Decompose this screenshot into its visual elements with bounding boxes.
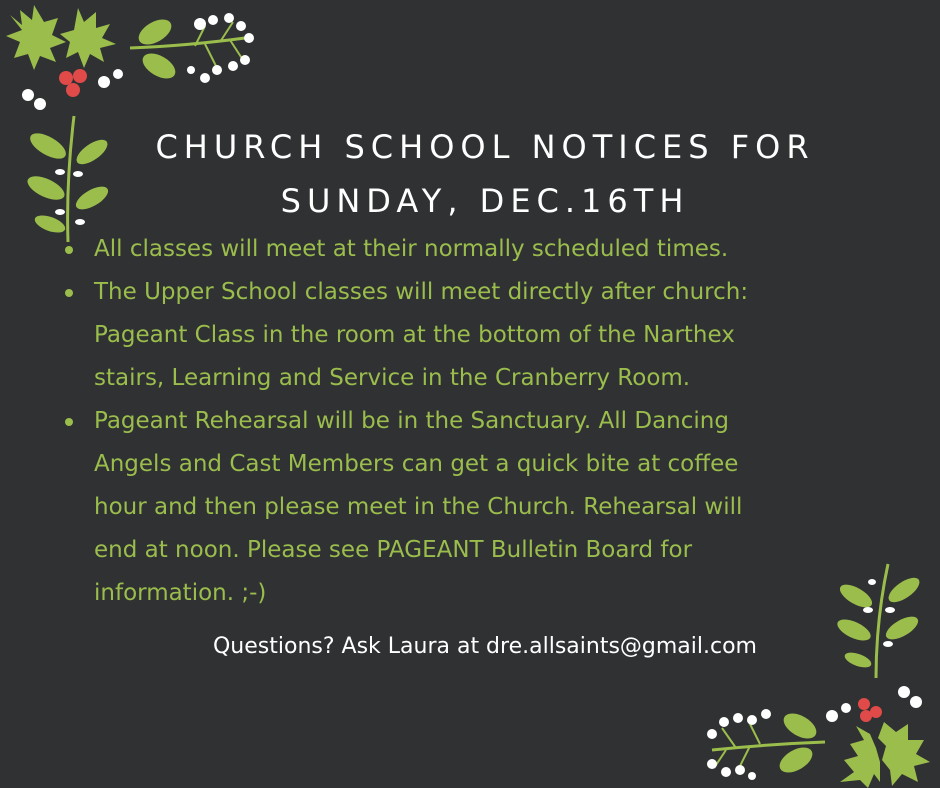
title-line-2: SUNDAY, DEC.16TH xyxy=(280,182,690,220)
notice-line: Pageant Class in the room at the bottom of the Narthex xyxy=(94,322,735,348)
page-title xyxy=(70,120,900,228)
notice-line: Angels and Cast Members can get a quick bite at coffee xyxy=(94,451,739,477)
mistletoe-sprig-icon xyxy=(125,8,260,93)
bullet-icon xyxy=(65,289,73,297)
notice-list xyxy=(62,228,882,615)
notice-line: end at noon. Please see PAGEANT Bulletin Board for xyxy=(94,537,693,563)
contact-line: Questions? Ask Laura at dre.allsaints@gmail.com xyxy=(212,634,757,659)
list-item xyxy=(62,228,882,271)
holly-icon xyxy=(820,682,940,788)
notice-line: The Upper School classes will meet directly after church: xyxy=(94,279,749,305)
notice-line: Pageant Rehearsal will be in the Sanctuary. All Dancing xyxy=(94,408,729,434)
notice-line: All classes will meet at their normally scheduled times. xyxy=(94,236,729,262)
holly-icon xyxy=(0,0,130,110)
notice-line: information. ;-) xyxy=(94,580,267,606)
notice-line: stairs, Learning and Service in the Cranberry Room. xyxy=(94,365,691,391)
list-item xyxy=(62,271,882,400)
list-item xyxy=(62,400,882,615)
bullet-icon xyxy=(65,418,73,426)
notice-line: hour and then please meet in the Church. Rehearsal will xyxy=(94,494,743,520)
bullet-icon xyxy=(65,246,73,254)
title-line-1: CHURCH SCHOOL NOTICES FOR xyxy=(155,128,815,166)
mistletoe-sprig-icon xyxy=(700,700,830,785)
